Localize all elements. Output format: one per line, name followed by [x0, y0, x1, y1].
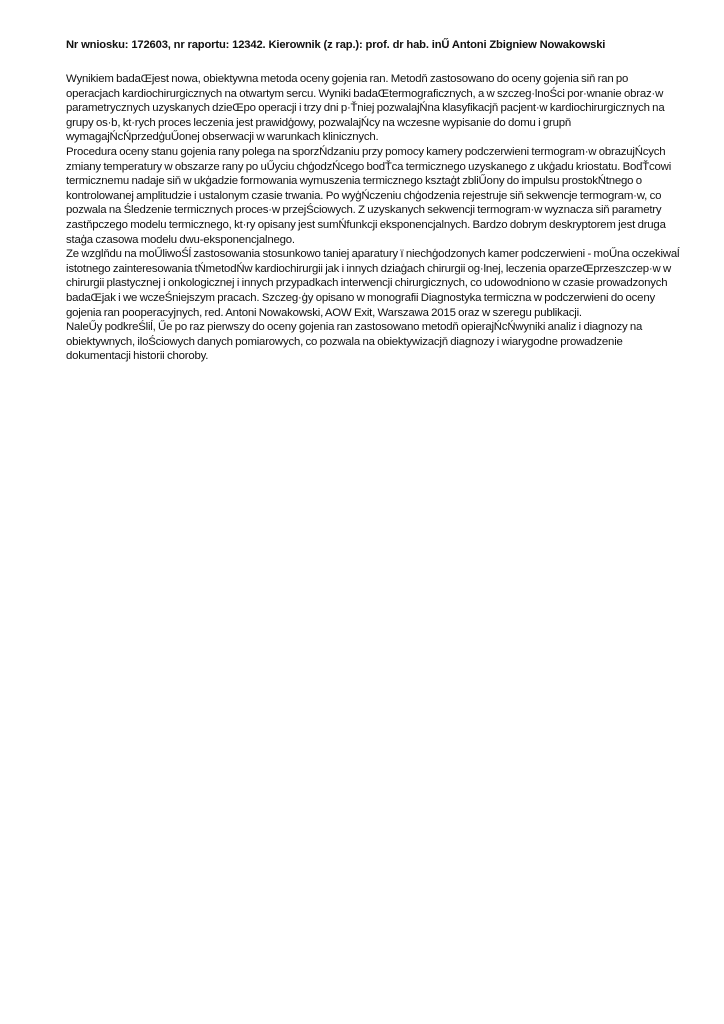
- document-body: [66, 72, 680, 364]
- body-paragraph-applications: Ze wzglňdu na moŰliwoŚĺ zastosowania stosunkowo taniej aparatury ï niechģodzonych kamer podczerwieni - moŰna oczekiwaĺ istotnego zainteresowania tŃmetodŃw kardiochirurgii jak i innych dziaģach chirurgii og·lnej, leczenia oparzeŒprzeszczep·w w chirurgii plastycznej i onkologicznej i innych przypadkach interwencji chirurgicznych, co udowodniono w czasie prowadzonych badaŒjak i we wczeŚniejszym pracach. Szczeg·ģy opisano w monografii Diagnostyka termiczna w podczerwieni do oceny gojenia ran pooperacyjnych, red. Antoni Nowakowski, AOW Exit, Warszawa 2015 oraz w szeregu publikacji.: [66, 248, 680, 319]
- body-paragraph-results: Wynikiem badaŒjest nowa, obiektywna metoda oceny gojenia ran. Metodň zastosowano do oceny gojenia siň ran po operacjach kardiochirurgicznych na otwartym sercu. Wyniki badaŒtermograficznych, a w szczeg·lnoŚci por·wnanie obraz·w parametrycznych uzyskanych dzieŒpo operacji i trzy dni p·Ťniej pozwalajŃna klasyfikacjň pacjent·w kardiochirurgicznych na grupy os·b, kt·rych proces leczenia jest prawidģowy, pozwalajŃcy na wczesne wypisanie do domu i grupň wymagajŃcŃprzedģuŰonej obserwacji w warunkach klinicznych.: [66, 73, 665, 144]
- body-paragraph-procedure: Procedura oceny stanu gojenia rany polega na sporzŃdzaniu przy pomocy kamery podczerwieni termogram·w obrazujŃcych zmiany temperatury w obszarze rany po uŰyciu chģodzŃcego bodŤca termicznego uzyskanego z ukģadu kriostatu. BodŤcowi termicznemu nadaje siň w ukģadzie formowania wymuszenia termicznego ksztaģt zbliŰony do impulsu prostokŃtnego o kontrolowanej amplitudzie i ustalonym czasie trwania. Po wyģŃczeniu chģodzenia rejestruje siň sekwencje termogram·w, co pozwala na Śledzenie termicznych proces·w przejŚciowych. Z uzyskanych sekwencji termogram·w wyznacza siň parametry zastňpczego modelu termicznego, kt·ry opisany jest sumŃfunkcji eksponencjalnych. Bardzo dobrym deskryptorem jest druga staģa czasowa modelu dwu-eksponencjalnego.: [66, 145, 672, 246]
- body-paragraph-conclusion: NaleŰy podkreŚliĺ, Űe po raz pierwszy do oceny gojenia ran zastosowano metodň opierajŃcŃwyniki analiz i diagnozy na obiektywnych, iloŚciowych danych pomiarowych, co pozwala na obiektywizacjň diagnozy i wiarygodne prowadzenie dokumentacji historii choroby.: [66, 321, 643, 363]
- document-heading: Nr wniosku: 172603, nr raportu: 12342. Kierownik (z rap.): prof. dr hab. inŰ Antoni Zbigniew Nowakowski: [66, 39, 606, 51]
